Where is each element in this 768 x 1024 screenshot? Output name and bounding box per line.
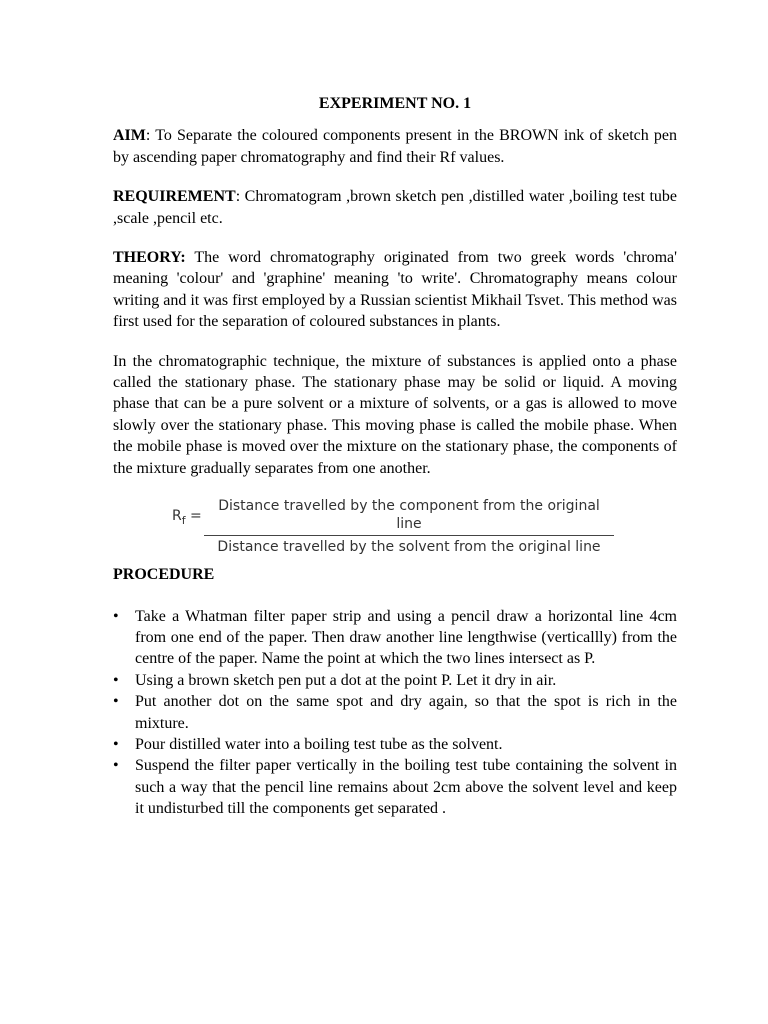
bullet-icon: • (113, 607, 119, 625)
rf-symbol (172, 506, 202, 531)
procedure-step-text: Put another dot on the same spot and dry again, so that the spot is rich in the mixture. (135, 693, 677, 732)
page-title: EXPERIMENT NO. 1 (318, 95, 472, 112)
procedure-step-text: Suspend the filter paper vertically in the boiling test tube containing the solvent in such a way that the pencil line remains about 2cm above the solvent level and keep it undisturbed till the components get separated . (135, 757, 677, 818)
bullet-icon: • (113, 671, 119, 689)
rf-fraction (204, 497, 614, 556)
procedure-step-text: Pour distilled water into a boiling test tube as the solvent. (135, 735, 503, 753)
theory-paragraph (113, 247, 677, 333)
technique-paragraph: In the chromatographic technique, the mixture of substances is applied onto a phase called the stationary phase. The stationary phase may be solid or liquid. A moving phase that can be a pure solvent or a mixture of solvents, or a gas is allowed to move slowly over the stationary phase. This moving phase is called the mobile phase. When the mobile phase is moved over the mixture on the stationary phase, the components of the mixture gradually separates from one another. (113, 352, 677, 477)
aim-label: AIM (113, 127, 146, 145)
document-page (113, 93, 677, 820)
procedure-step (113, 755, 677, 819)
procedure-list (113, 606, 677, 820)
requirement-label: REQUIREMENT (113, 188, 236, 206)
procedure-step-text: Using a brown sketch pen put a dot at the point P. Let it dry in air. (135, 671, 557, 689)
aim-paragraph (113, 125, 677, 168)
procedure-step (113, 670, 677, 691)
rf-symbol-letter: R (172, 508, 182, 525)
bullet-icon: • (113, 757, 119, 775)
procedure-heading: PROCEDURE (113, 566, 215, 584)
procedure-step (113, 606, 677, 670)
theory-label: THEORY: (113, 249, 186, 267)
theory-text: The word chromatography originated from two greek words 'chroma' meaning 'colour' and 'graphine' meaning 'to write'. Chromatography means colour writing and it was first employed by a Russian scientist Mikhail Tsvet. This method was first used for the separation of coloured substances in plants. (113, 249, 678, 331)
aim-text: : To Separate the coloured components present in the BROWN ink of sketch pen by ascending paper chromatography and find their Rf values. (113, 127, 677, 166)
requirement-paragraph (113, 186, 677, 229)
rf-operator: = (185, 508, 202, 525)
rf-formula (113, 497, 677, 556)
requirement-text: : Chromatogram ,brown sketch pen ,distilled water ,boiling test tube ,scale ,pencil etc. (113, 188, 677, 227)
procedure-step (113, 691, 677, 734)
rf-subscript: f (181, 513, 186, 527)
bullet-icon: • (113, 693, 119, 711)
rf-denominator: Distance travelled by the solvent from the original line (217, 539, 601, 556)
procedure-step-text: Take a Whatman filter paper strip and using a pencil draw a horizontal line 4cm from one end of the paper. Then draw another line lengthwise (verticallly) from the centre of the paper. Name the point at which the two lines intersect as P. (135, 607, 677, 668)
procedure-step (113, 734, 677, 755)
bullet-icon: • (113, 735, 119, 753)
rf-numerator: Distance travelled by the component from the original line (204, 497, 614, 536)
